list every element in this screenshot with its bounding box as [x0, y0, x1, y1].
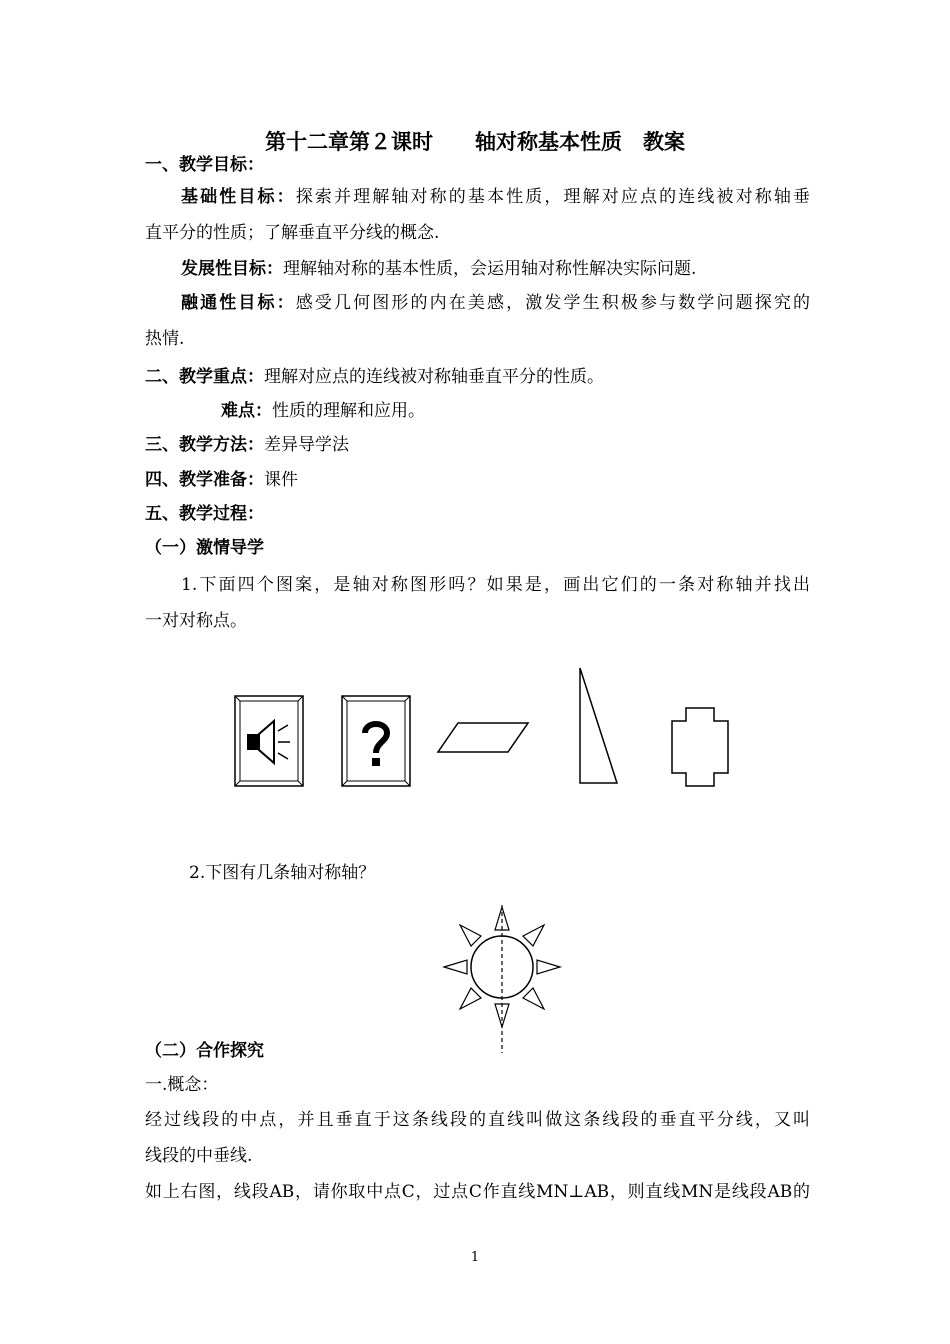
question-1-text-a: 1.下面四个图案，是轴对称图形吗？如果是，画出它们的一条对称轴并找出 — [181, 575, 810, 595]
difficulty-text: 性质的理解和应用。 — [272, 401, 425, 421]
goal-2-text: 理解轴对称的基本性质，会运用轴对称性解决实际问题. — [283, 259, 697, 279]
goal-3-text-a: 感受几何图形的内在美感，激发学生积极参与数学问题探究的 — [295, 293, 810, 313]
speaker-icon — [235, 696, 303, 786]
concept-text-b: 线段的中垂线. — [145, 1146, 253, 1166]
difficulty-label: 难点： — [221, 401, 272, 421]
section-2-line — [145, 366, 810, 388]
goal-1-text-b: 直平分的性质；了解垂直平分线的概念. — [145, 223, 440, 243]
sun-icon — [440, 905, 565, 1055]
cross-shape — [672, 708, 728, 786]
figures-row — [230, 665, 750, 795]
question-1-line-1 — [145, 574, 810, 596]
goal-3-label: 融通性目标： — [181, 293, 296, 313]
difficulty-line — [145, 400, 810, 422]
page-number: 1 — [470, 1250, 480, 1265]
section-3-heading: 三、教学方法： — [145, 435, 264, 455]
goal-1-text-a: 探索并理解轴对称的基本性质，理解对应点的连线被对称轴垂 — [295, 187, 810, 207]
concept-line-3 — [145, 1181, 810, 1203]
section-3-text: 差异导学法 — [264, 435, 349, 455]
section-4-heading: 四、教学准备： — [145, 470, 264, 490]
concept-text-c: 如上右图，线段AB，请你取中点C，过点C作直线MN⊥AB，则直线MN是线段AB的 — [145, 1182, 810, 1202]
goal-2-label: 发展性目标： — [181, 259, 283, 279]
goal-3-text-b: 热情. — [145, 329, 185, 349]
concept-text-a: 经过线段的中点，并且垂直于这条线段的直线叫做这条线段的垂直平分线，又叫 — [145, 1110, 810, 1130]
concept-heading: 一.概念： — [145, 1075, 219, 1095]
question-mark-icon — [342, 696, 410, 786]
section-2-text: 理解对应点的连线被对称轴垂直平分的性质。 — [264, 367, 604, 387]
section-1-heading: 一、教学目标： — [145, 155, 264, 175]
right-triangle — [580, 668, 617, 783]
section-3-line — [145, 434, 810, 456]
section-5-heading: 五、教学过程： — [145, 504, 264, 524]
question-1-text-b: 一对对称点。 — [145, 611, 247, 631]
goal-3-line-1 — [145, 292, 810, 314]
question-2-text: 2.下图有几条轴对称轴？ — [189, 863, 376, 883]
page-title: 第十二章第２课时 轴对称基本性质 教案 — [265, 130, 685, 154]
goal-2-line — [145, 258, 810, 280]
goal-1-label: 基础性目标： — [181, 187, 296, 207]
goal-1-line-1 — [145, 186, 810, 208]
section-4-text: 课件 — [264, 470, 298, 490]
part-2-heading: （二）合作探究 — [145, 1041, 264, 1061]
concept-line-1 — [145, 1109, 810, 1131]
section-4-line — [145, 469, 810, 491]
parallelogram — [438, 723, 528, 752]
part-1-heading: （一）激情导学 — [145, 538, 264, 558]
section-2-heading: 二、教学重点： — [145, 367, 264, 387]
question-2-line — [145, 862, 810, 884]
